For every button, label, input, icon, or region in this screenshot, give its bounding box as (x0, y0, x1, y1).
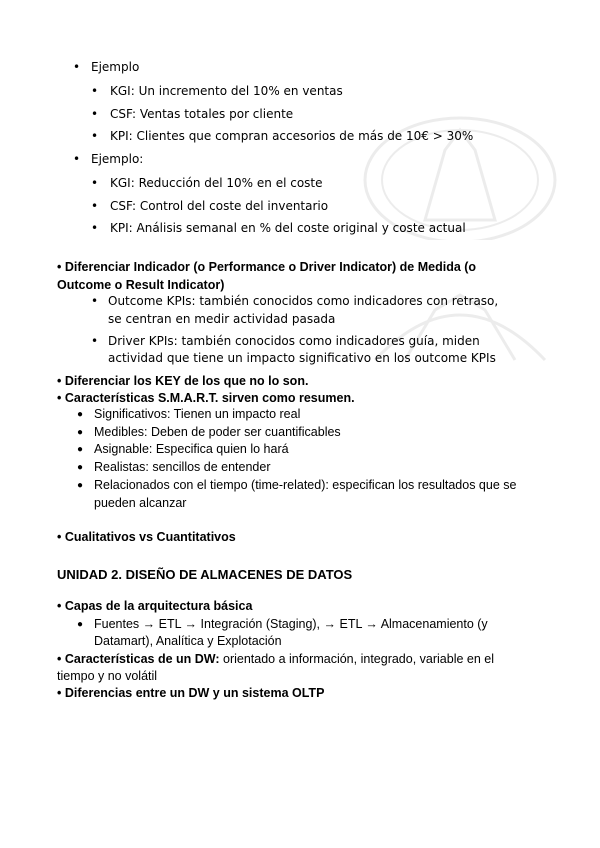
list-item: Medibles: Deben de poder ser cuantificables (94, 425, 341, 439)
list-item-cont: se centran en medir actividad pasada (108, 312, 336, 326)
dw-oltp-heading: • Diferencias entre un DW y un sistema OLTP (57, 686, 325, 700)
list-bullet: ● (77, 409, 84, 420)
example2-title: Ejemplo: (91, 152, 144, 166)
example2-bullet: • (73, 152, 81, 166)
list-bullet: • (91, 221, 99, 235)
list-bullet: • (91, 294, 99, 308)
list-bullet: ● (77, 619, 84, 630)
list-item: Significativos: Tienen un impacto real (94, 407, 301, 421)
list-item: CSF: Ventas totales por cliente (110, 107, 294, 121)
list-item: CSF: Control del coste del inventario (110, 199, 329, 213)
key-heading: • Diferenciar los KEY de los que no lo son. (57, 374, 309, 388)
list-bullet: ● (77, 444, 84, 455)
list-bullet: ● (77, 462, 84, 473)
list-bullet: ● (77, 427, 84, 438)
example1-bullet: • (73, 60, 81, 74)
list-item: KGI: Un incremento del 10% en ventas (110, 84, 343, 98)
dw-characteristics-cont: tiempo y no volátil (57, 669, 158, 683)
unit-title: UNIDAD 2. DISEÑO DE ALMACENES DE DATOS (57, 567, 353, 582)
list-item-cont: Datamart), Analítica y Explotación (94, 634, 282, 648)
list-bullet: • (91, 334, 99, 348)
capas-heading: • Capas de la arquitectura básica (57, 599, 253, 613)
list-bullet: • (91, 129, 99, 143)
list-bullet: ● (77, 480, 84, 491)
list-item: KGI: Reducción del 10% en el coste (110, 176, 323, 190)
list-item: KPI: Clientes que compran accesorios de más de 10€ > 30% (110, 129, 474, 143)
dw-characteristics-label: • Características de un DW: (57, 652, 220, 666)
list-item: Realistas: sencillos de entender (94, 460, 271, 474)
list-item: Driver KPIs: también conocidos como indicadores guía, miden (108, 334, 480, 348)
section-heading-indicator-cont: Outcome o Result Indicator) (57, 278, 225, 292)
list-bullet: • (91, 84, 99, 98)
list-bullet: • (91, 199, 99, 213)
list-item: Fuentes → ETL → Integración (Staging), → ETL → Almacenamiento (y (94, 617, 488, 631)
list-item: Outcome KPIs: también conocidos como indicadores con retraso, (108, 294, 499, 308)
list-item-cont: pueden alcanzar (94, 496, 187, 510)
list-bullet: • (91, 176, 99, 190)
qual-quant-heading: • Cualitativos vs Cuantitativos (57, 530, 236, 544)
smart-heading: • Características S.M.A.R.T. sirven como resumen. (57, 391, 355, 405)
dw-characteristics-text: orientado a información, integrado, variable en el (219, 652, 495, 666)
list-item: KPI: Análisis semanal en % del coste original y coste actual (110, 221, 466, 235)
list-bullet: • (91, 107, 99, 121)
list-item-cont: actividad que tiene un impacto significativo en los outcome KPIs (108, 351, 496, 365)
example1-title: Ejemplo (91, 60, 140, 74)
list-item: Relacionados con el tiempo (time-related): especifican los resultados que se (94, 478, 517, 492)
dw-characteristics-line (57, 652, 494, 666)
list-item: Asignable: Especifica quien lo hará (94, 442, 289, 456)
section-heading-indicator: • Diferenciar Indicador (o Performance o Driver Indicator) de Medida (o (57, 260, 477, 274)
